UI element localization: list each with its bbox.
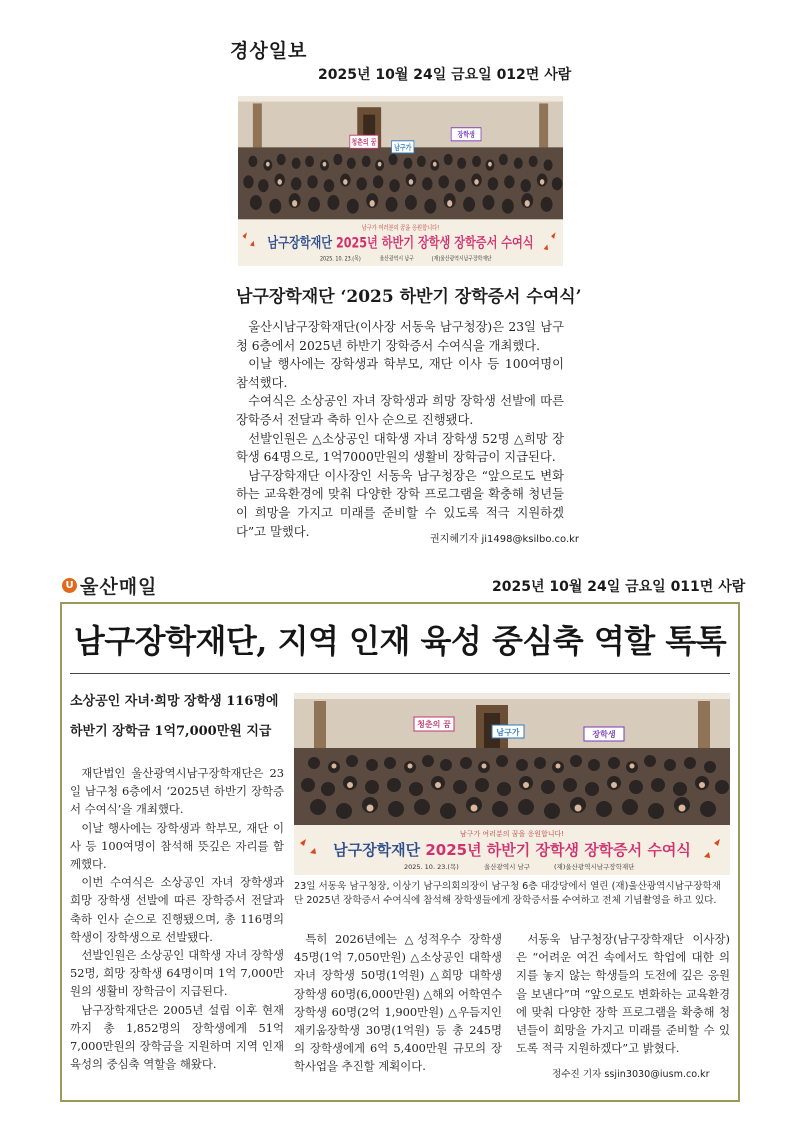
reporter-byline: 정수진 기자 ssjin3030@iusm.co.kr [552, 1069, 710, 1080]
paragraph: 남구장학재단 이사장인 서동욱 남구청장은 “앞으로도 변화하는 교육환경에 맞춰 다양한 장학 프로그램을 확충해 청년들이 희망을 가지고 미래를 준비할 수 있도록 적극 지원하겠다”고 말했다. [236, 468, 564, 539]
newspaper-name: 경상일보 [230, 40, 308, 62]
paragraph: 선발인원은 △소상공인 대학생 자녀 장학생 52명 △희망 장학생 64명으로, 1억7000만원의 생활비 장학금이 지급된다. [236, 431, 564, 465]
banner-org: 울산광역시 남구 [379, 255, 414, 263]
banner-org: (재)울산광역시남구장학재단 [431, 255, 492, 263]
paragraph: 특히 2026년에는 △성적우수 장학생 45명(1억 7,050만원) △소상공인 대학생 자녀 장학생 50명(1억원) △희망 대학생 장학생 60명(6,000만원) △해외 어학연수 장학생 60명(2억 1,900만원) △우듬지인재키움장학생 30명(1억원) 등 총 245명의 장학생에게 6억 5,400만원 규모의 장학사업을 추진할 계획이다. [294, 932, 502, 1074]
banner-title-pre: 남구장학재단 [333, 841, 421, 859]
reporter-byline: 권지혜기자 ji1498@ksilbo.co.kr [430, 534, 580, 545]
publication-date: 2025년 10월 24일 금요일 011면 사람 [492, 579, 746, 595]
publication-date: 2025년 10월 24일 금요일 012면 사람 [318, 67, 572, 83]
sign-text: 청춘의 꿈 [417, 720, 451, 729]
banner-slogan: 남구가 여러분의 꿈을 응원합니다! [361, 225, 440, 232]
sign-text: 장학생 [457, 130, 475, 140]
paragraph: 남구장학재단은 2005년 설립 이후 현재까지 총 1,852명의 장학생에게 51억 7,000만원의 장학금을 지원하며 지역 인재 육성의 중심축 역할을 해왔다. [70, 1002, 284, 1072]
logo-mark: U [62, 578, 77, 593]
article-subheading: 하반기 장학금 1억7,000만원 지급 [70, 724, 272, 739]
article-headline: 남구장학재단 ‘2025 하반기 장학증서 수여식’ [236, 287, 582, 307]
newspaper-name: 울산매일 [80, 576, 158, 598]
banner-title [333, 841, 691, 859]
banner-title-pre: 남구장학재단 [267, 234, 333, 251]
sign-text: 남구가 [496, 728, 520, 737]
banner-org: (재)울산광역시남구장학재단 [554, 863, 635, 871]
banner-date: 2025. 10. 23.(목) [404, 863, 459, 871]
divider [70, 673, 730, 674]
paragraph: 울산시남구장학재단(이사장 서동욱 남구청장)은 23일 남구청 6층에서 2025년 하반기 장학증서 수여식을 개최했다. [236, 320, 564, 353]
paragraph: 이날 행사에는 장학생과 학부모, 재단 이사 등 100여명이 참석해 뜻깊은 자리를 함께했다. [70, 820, 284, 872]
paragraph: 이날 행사에는 장학생과 학부모, 재단 이사 등 100여명이 참석했다. [236, 357, 564, 390]
article-subheading: 소상공인 자녀·희망 장학생 116명에 [70, 694, 279, 709]
event-photo [238, 96, 563, 266]
paragraph: 선발인원은 소상공인 대학생 자녀 장학생 52명, 희망 장학생 64명이며 1억 7,000만원의 생활비 장학금이 지급된다. [70, 948, 284, 999]
article-column [70, 764, 284, 1073]
banner-org: 울산광역시 남구 [484, 863, 531, 871]
banner-title [267, 234, 533, 251]
photo-caption: 23일 서동욱 남구청장, 이상기 남구의회의장이 남구청 6층 대강당에서 열린 (재)울산광역시남구장학재단 2025년 장학증서 수여식에 참석해 장학생들에게 장학증서를 수여하고 전체 기념촬영을 하고 있다. [294, 881, 721, 906]
sign-text: 장학생 [592, 730, 616, 739]
paragraph: 이번 수여식은 소상공인 자녀 장학생과 희망 장학생 선발에 따른 장학증서 전달과 축하 인사 순으로 진행됐으며, 총 116명의 학생이 장학생으로 선발됐다. [70, 875, 284, 944]
article-column [294, 930, 502, 1076]
sign-text: 청춘의 꿈 [351, 137, 377, 147]
article-column [516, 930, 730, 1057]
banner-title-main: 2025년 하반기 장학생 장학증서 수여식 [425, 841, 691, 859]
article-body [236, 318, 564, 541]
article-headline: 남구장학재단, 지역 인재 육성 중심축 역할 톡톡 [73, 622, 727, 660]
banner-title-main: 2025년 하반기 장학생 장학증서 수여식 [335, 234, 534, 251]
paragraph: 재단법인 울산광역시남구장학재단은 23일 남구청 6층에서 ‘2025년 하반기 장학증서 수여식’을 개최했다. [70, 766, 284, 817]
banner-slogan: 남구가 여러분의 꿈을 응원합니다! [459, 830, 565, 838]
banner-date: 2025. 10. 23.(목) [319, 255, 361, 263]
paragraph: 서동욱 남구청장(남구장학재단 이사장)은 “어려운 여건 속에서도 학업에 대한 의지를 놓지 않는 학생들의 도전에 깊은 응원을 보낸다”며 “앞으로도 변화하는 교육환경에 맞춰 다양한 장학 프로그램을 확충해 청년들이 희망을 가지고 미래를 준비할 수 있도록 적극 지원하겠다”고 밝혔다. [516, 932, 730, 1056]
newspaper-logo [62, 572, 157, 599]
event-photo [294, 693, 730, 875]
sign-text: 남구가 [394, 143, 412, 153]
paragraph: 수여식은 소상공인 자녀 장학생과 희망 장학생 선발에 따른 장학증서 전달과 축하 인사 순으로 진행됐다. [236, 394, 564, 427]
